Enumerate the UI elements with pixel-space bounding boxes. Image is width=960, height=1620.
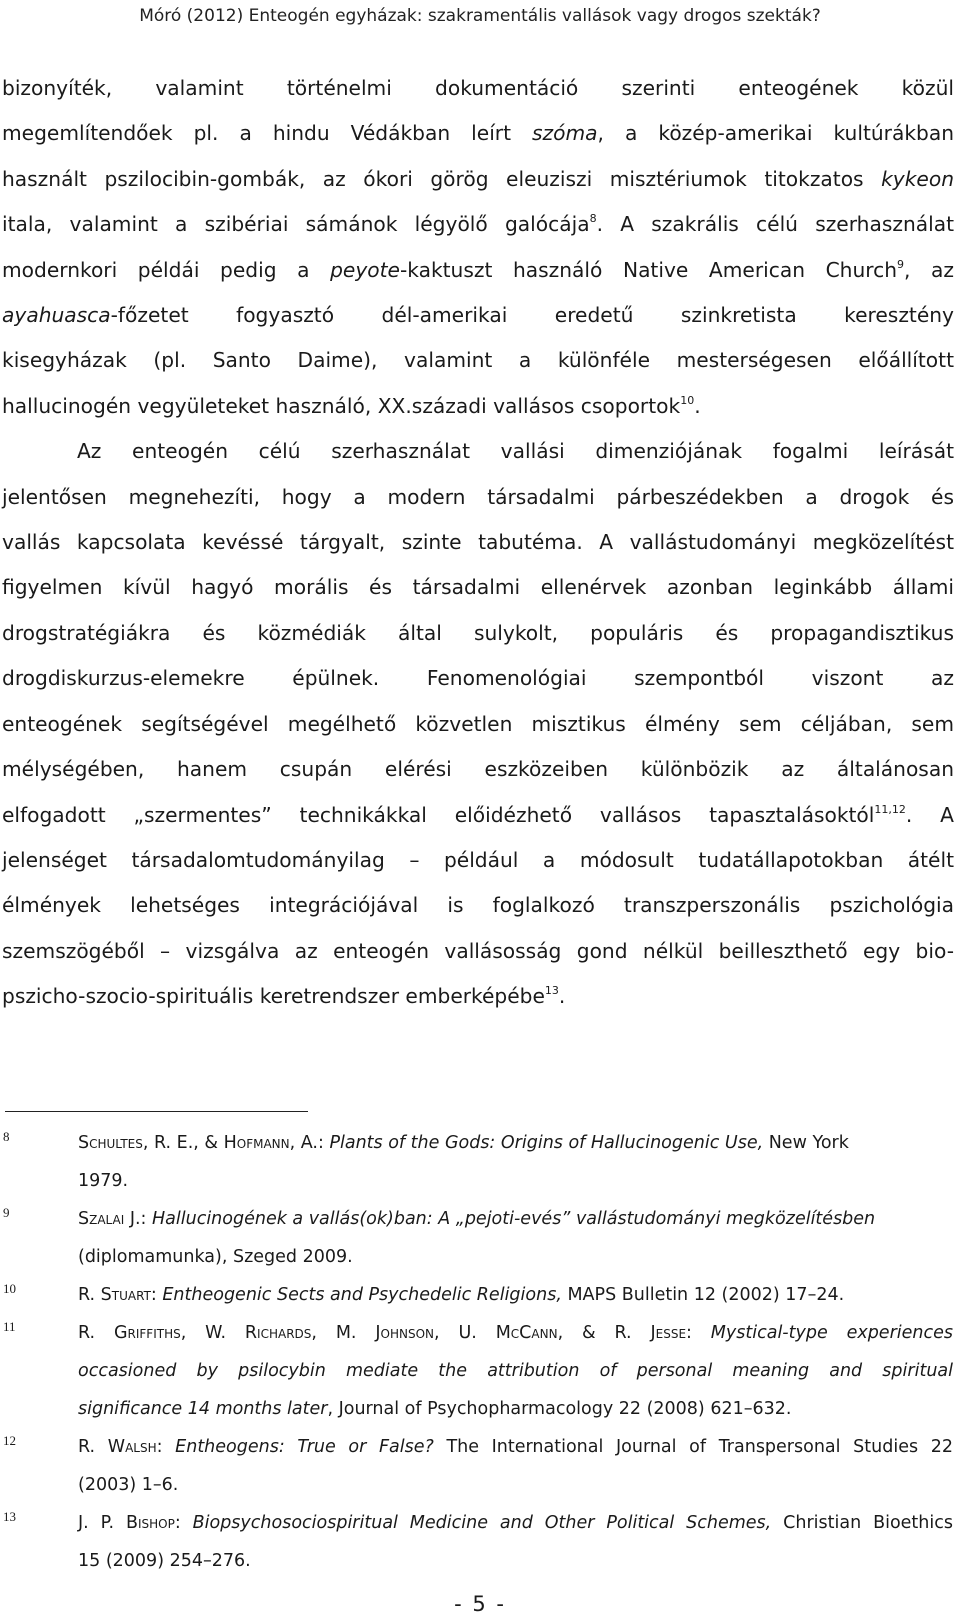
author-name: Griffiths <box>113 1323 181 1343</box>
text-line <box>2 157 954 202</box>
footnote-text <box>78 1504 953 1580</box>
footnote-ref[interactable]: 11,12 <box>874 802 906 816</box>
text-run: J.: <box>124 1209 152 1229</box>
text-line: drogstratégiákra és közmédiák által sulykolt, populáris és propagandisztikus <box>2 620 954 645</box>
text-line: mélységében, hanem csupán elérési eszközeiben különbözik az általánosan <box>2 757 954 782</box>
paragraph-1 <box>2 66 954 429</box>
text-line <box>2 384 954 429</box>
text-line <box>2 202 954 247</box>
text-run: , M. <box>311 1323 376 1343</box>
author-name: Hofmann <box>223 1133 290 1153</box>
footnote-9 <box>0 1200 953 1276</box>
text-line: jelentősen megnehezíti, hogy a modern társadalmi párbeszédekben a drogok és <box>2 484 954 509</box>
text-run: New York <box>763 1133 849 1153</box>
footnote-text <box>78 1314 953 1428</box>
text-run: elfogadott „szermentes” technikákkal előidézhető vallásos tapasztalásoktól <box>2 802 875 827</box>
text-run: -kaktuszt használó Native American Church <box>399 257 898 282</box>
text-run: : <box>686 1323 711 1343</box>
footnote-separator <box>5 1111 308 1112</box>
footnote-line: (diplomamunka), Szeged 2009. <box>78 1247 353 1267</box>
work-title: Entheogens: True or False? <box>175 1437 434 1457</box>
text-run: R. <box>78 1323 114 1343</box>
author-name: Johnson <box>375 1323 435 1343</box>
footnote-number: 11 <box>3 1319 16 1334</box>
footnote-line <box>78 1276 953 1314</box>
text-line <box>2 974 954 1019</box>
text-run: : <box>156 1437 176 1457</box>
footnote-line: 15 (2009) 254–276. <box>78 1551 251 1571</box>
text-run: . <box>558 984 566 1009</box>
text-run: . <box>694 393 701 418</box>
text-run: megemlítendőek pl. a hindu Védákban leírt <box>2 121 533 146</box>
italic-term: szóma <box>532 121 598 146</box>
text-run: hallucinogén vegyületeket használó, XX.századi vallásos csoportok <box>2 393 681 418</box>
work-title: Hallucinogének a vallás(ok)ban: A „pejoti-evés” vallástudományi megközelítésben <box>152 1209 876 1229</box>
text-run: , W. <box>180 1323 245 1343</box>
footnote-text <box>78 1428 953 1504</box>
work-title: Plants of the Gods: Origins of Hallucinogenic Use, <box>329 1133 764 1153</box>
work-title: Mystical-type experiences <box>710 1323 953 1343</box>
text-line <box>2 111 954 156</box>
text-line: enteogének segítségével megélhető közvetlen misztikus élmény sem céljában, sem <box>2 711 954 736</box>
text-line: bizonyíték, valamint történelmi dokumentáció szerinti enteogének közül <box>2 76 954 100</box>
footnote-line: 1979. <box>78 1171 129 1191</box>
text-run: , a közép-amerikai kultúrákban <box>597 121 954 146</box>
footnote-text <box>78 1200 953 1276</box>
author-name: Schultes <box>78 1133 143 1153</box>
work-title: Entheogenic Sects and Psychedelic Religions, <box>162 1285 562 1305</box>
footnote-13 <box>0 1504 953 1580</box>
text-run: -főzetet fogyasztó dél-amerikai eredetű szinkretista keresztény <box>110 303 954 328</box>
text-line <box>2 793 954 838</box>
footnote-line <box>78 1314 953 1352</box>
text-run: , & R. <box>557 1323 651 1343</box>
footnote-number: 12 <box>3 1433 16 1448</box>
text-run: . A <box>905 802 954 827</box>
footnote-number: 8 <box>3 1129 10 1144</box>
text-run: itala, valamint a szibériai sámánok légyölő galócája <box>2 212 590 237</box>
footnote-line <box>78 1200 953 1238</box>
text-run: MAPS Bulletin 12 (2002) 17–24. <box>561 1285 845 1305</box>
footnote-line <box>78 1428 953 1466</box>
author-name: Szalai <box>78 1209 125 1229</box>
author-name: Richards <box>244 1323 312 1343</box>
footnote-11 <box>0 1314 953 1428</box>
author-name: McCann <box>495 1323 558 1343</box>
page-number: - 5 - <box>454 1592 506 1616</box>
text-line <box>2 293 954 338</box>
text-run: R. <box>78 1285 101 1305</box>
text-line: kisegyházak (pl. Santo Daime), valamint a különféle mesterségesen előállított <box>2 348 954 373</box>
text-run: pszicho-szocio-spirituális keretrendszer emberképébe <box>2 984 545 1009</box>
footnote-line <box>78 1504 953 1542</box>
footnote-ref[interactable]: 13 <box>544 984 559 998</box>
text-run: modernkori példái pedig a <box>2 257 331 282</box>
text-run: The International Journal of Transpersonal Studies 22 <box>433 1437 953 1457</box>
author-name: Bishop <box>125 1513 175 1533</box>
text-run: . A szakrális célú szerhasználat <box>596 212 955 237</box>
text-run: : <box>150 1285 163 1305</box>
footnote-line <box>78 1352 953 1390</box>
footnote-line <box>78 1124 953 1162</box>
footnotes <box>0 1124 960 1580</box>
text-run: : <box>174 1513 193 1533</box>
footnote-text <box>78 1124 953 1200</box>
text-line: Az enteogén célú szerhasználat vallási dimenziójának fogalmi leírását <box>77 439 954 464</box>
running-header: Móró (2012) Enteogén egyházak: szakramentális vallások vagy drogos szekták? <box>139 6 821 26</box>
footnote-ref[interactable]: 9 <box>897 257 905 271</box>
text-run: , A.: <box>289 1133 330 1153</box>
text-run: J. P. <box>78 1513 126 1533</box>
text-line: jelenséget társadalomtudományilag – például a módosult tudatállapotokban átélt <box>2 847 954 872</box>
text-line: élmények lehetséges integrációjával is foglalkozó transzperszonális pszichológia <box>2 893 954 918</box>
footnote-number: 13 <box>3 1509 16 1524</box>
footnote-line <box>78 1390 953 1428</box>
footnote-number: 9 <box>3 1205 10 1220</box>
text-line <box>2 248 954 293</box>
text-run: Christian Bioethics <box>771 1513 953 1533</box>
text-run: , R. E., & <box>142 1133 224 1153</box>
work-title: occasioned by psilocybin mediate the attribution of personal meaning and spiritual <box>78 1361 953 1381</box>
footnote-ref[interactable]: 10 <box>680 393 695 407</box>
text-run: , Journal of Psychopharmacology 22 (2008) 621–632. <box>327 1399 792 1419</box>
text-line: szemszögéből – vizsgálva az enteogén vallásosság gond nélkül beilleszthető egy bio- <box>2 938 954 963</box>
footnote-12 <box>0 1428 953 1504</box>
footnote-number: 10 <box>3 1281 16 1296</box>
text-run: R. <box>78 1437 108 1457</box>
text-line: vallás kapcsolata kevéssé tárgyalt, szinte tabutéma. A vallástudományi megközelítést <box>2 530 954 555</box>
italic-term: kykeon <box>881 166 954 191</box>
text-run: , az <box>904 257 954 282</box>
paragraph-2 <box>2 429 954 1019</box>
text-line: figyelmen kívül hagyó morális és társadalmi ellenérvek azonban leginkább állami <box>2 575 954 600</box>
author-name: Walsh <box>107 1437 157 1457</box>
italic-term: peyote <box>330 257 400 282</box>
body-text <box>2 66 954 1020</box>
footnote-ref[interactable]: 8 <box>589 212 597 226</box>
author-name: Stuart <box>100 1285 151 1305</box>
italic-term: ayahuasca <box>2 303 111 328</box>
work-title: significance 14 months later <box>78 1399 328 1419</box>
author-name: Jesse <box>650 1323 687 1343</box>
text-line: drogdiskurzus-elemekre épülnek. Fenomenológiai szempontból viszont az <box>2 666 954 691</box>
text-run: , U. <box>434 1323 496 1343</box>
text-run: használt pszilocibin-gombák, az ókori görög eleuziszi misztériumok titokzatos <box>2 166 882 191</box>
footnote-line: (2003) 1–6. <box>78 1475 179 1495</box>
work-title: Biopsychosociospiritual Medicine and Other Political Schemes, <box>192 1513 772 1533</box>
footnote-8 <box>0 1124 953 1200</box>
footnote-text <box>78 1276 953 1314</box>
footnote-10 <box>0 1276 953 1314</box>
